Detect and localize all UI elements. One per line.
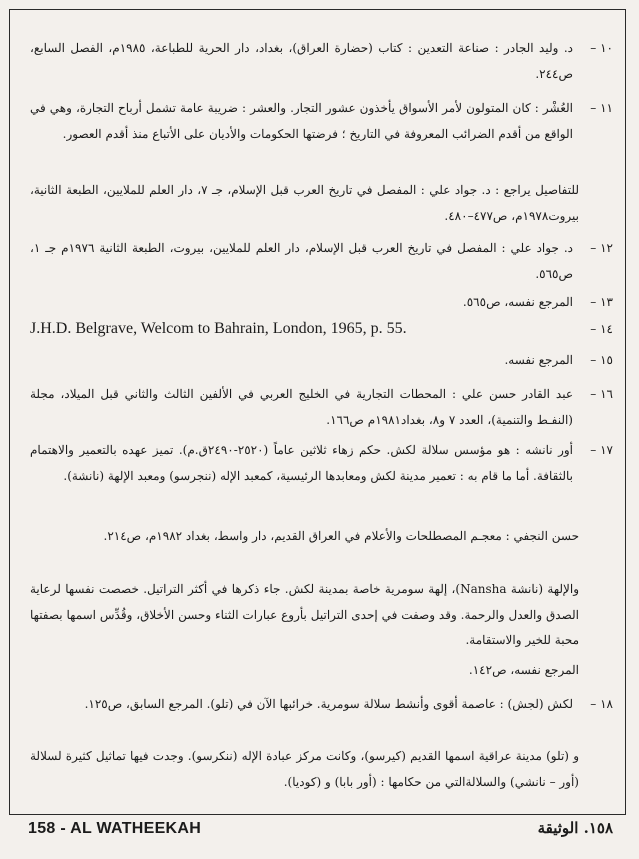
footnote-16 [30, 382, 613, 433]
footnote-text: أور نانشه : هو مؤسس سلالة لكش. حكم زهاء ثلاثين عاماً (٢٥٢٠-٢٤٩٠ق.م). تميز عهده بالتعمير والاهتمام بالثقافة. أما ما قام به : تعمير مدينة لكش ومعابدها الرئيسية، كمعبد الإله (ننجرسو) ومعبد الإلهة (نانشة). [30, 443, 573, 483]
footnote-text: د. جواد علي : المفصل في تاريخ العرب قبل الإسلام، دار العلم للملايين، بيروت، الطبعة الثانية ١٩٧٦م جـ ١، ص٥٦٥. [30, 241, 573, 281]
footnote-number: ١٣ – [590, 295, 613, 309]
footnote-number: ١٦ – [590, 387, 613, 401]
footnote-17 [30, 438, 613, 489]
footnote-text: J.H.D. Belgrave, Welcom to Bahrain, London, 1965, p. 55. [30, 320, 407, 337]
footnote-18 [30, 692, 613, 718]
footnote-number: ١٥ – [590, 353, 613, 367]
footnote-13 [30, 290, 613, 316]
footnote-11-reference: للتفاصيل يراجع : د. جواد علي : المفصل في تاريخ العرب قبل الإسلام، جـ ٧، دار العلم للملايين، الطبعة الثانية، بيروت١٩٧٨م، ص٤٧٧–٤٨٠. [30, 183, 579, 223]
footnote-text: عبد القادر حسن علي : المحطات التجارية في الخليج العربي في الألفين الثالث والثاني قبل الميلاد، مجلة (النفـط والتنمية)، العدد ٧ و٨، بغداد١٩٨١م ص١٦٦. [30, 387, 573, 427]
footnote-number: ١٨ – [590, 697, 613, 711]
footnote-text: لكش (لجش) : عاصمة أقوى وأنشط سلالة سومرية. خرائبها الآن في (تلو). المرجع السابق، ص١٢٥. [84, 697, 573, 711]
footnote-text: د. وليد الجادر : صناعة التعدين : كتاب (حضارة العراق)، بغداد، دار الحرية للطباعة، ١٩٨٥م، الفصل السابع، ص٢٤٤. [30, 41, 574, 81]
footnote-number: ١٤ – [590, 322, 613, 336]
footnote-18-tello: و (تلو) مدينة عراقية اسمها القديم (كيرسو)، وكانت مركز عبادة الإله (ننكرسو). وجدت فيها تماثيل كثيرة لسلالة (أور – نانشي) والسلالةالتي من حكامها : (أور بابا) و (كوديا). [30, 749, 579, 789]
footnote-number: ١٢ – [590, 241, 613, 255]
footnote-text: المرجع نفسه. [504, 353, 573, 367]
footnote-text: العُشْر : كان المتولون لأمر الأسواق يأخذون عشور التجار. والعشر : ضريبة عامة تشمل أرباح التجارة، وهي في الواقع من أقدم الضرائب المعروفة في التاريخ ؛ فرضتها الحكومات والأديان على الأتباع منذ أقدم العصور. [30, 101, 573, 141]
footnote-17-reference: حسن النجفي : معجـم المصطلحات والأعلام في العراق القديم، دار واسط، بغداد ١٩٨٢م، ص٢١٤. [103, 529, 579, 543]
footnote-17-source: المرجع نفسه، ص١٤٢. [468, 663, 579, 677]
footnote-number: ١١ – [590, 101, 613, 115]
footnote-10 [30, 36, 613, 87]
footnote-17-nansha: والإلهة (نانشة Nansha)، إلهة سومرية خاصة بمدينة لكش. جاء ذكرها في أكثر التراتيل. خصصت نفسها لرعاية الصدق والعدل والرحمة. وقد وصفت في إحدى التراتيل بأروع عبارات الثناء وحسن الأخلاق، وقُدِّس اسمها بصفتها محبة للخير والاستقامة. [30, 582, 579, 647]
footnote-text: المرجع نفسه، ص٥٦٥. [462, 295, 573, 309]
footnote-15 [30, 348, 613, 374]
footnote-12 [30, 236, 613, 287]
footer-page-label-english: 158 - AL WATHEEKAH [28, 820, 202, 837]
footer-page-label-arabic: ١٥٨. الوثيقة [537, 819, 613, 837]
footnote-number: ١٧ – [590, 443, 613, 457]
footnote-number: ١٠ – [590, 41, 613, 55]
footnote-11 [30, 96, 613, 147]
